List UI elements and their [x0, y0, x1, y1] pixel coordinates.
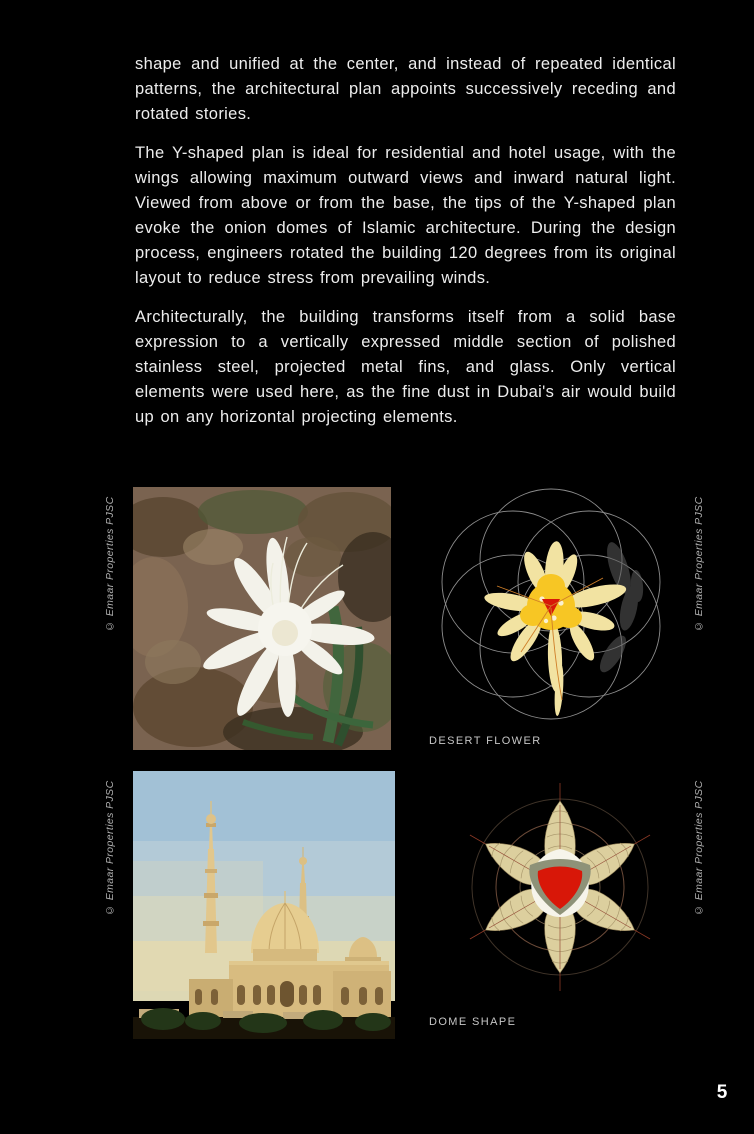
- paragraph-1: shape and unified at the center, and instead of repeated identical patterns, the architectural plan appoints successively receding and rotated stories.: [135, 55, 676, 123]
- article-text: [135, 52, 676, 444]
- credit-desert-flower-diagram: © Emaar Properties PJSC: [693, 496, 705, 632]
- desert-flower-photo: [133, 487, 391, 750]
- desert-flower-photo-image: [133, 487, 391, 750]
- credit-desert-flower-photo: © Emaar Properties PJSC: [104, 496, 116, 632]
- desert-flower-diagram: [423, 486, 675, 736]
- credit-mosque-photo: © Emaar Properties PJSC: [104, 780, 116, 916]
- paragraph-3: Architecturally, the building transforms itself from a solid base expression to a vertically expressed middle section of polished stainless steel, projected metal fins, and glass. Only vertical elements were used here, as the fine dust in Dubai's air would build up on any horizontal projecting elements.: [135, 308, 676, 426]
- dome-shape-diagram: [425, 765, 690, 1017]
- mosque-photo-image: [133, 771, 395, 1039]
- dome-shape-diagram-image: [425, 765, 690, 1017]
- desert-flower-diagram-image: [423, 486, 675, 736]
- caption-dome-shape: DOME SHAPE: [429, 1016, 517, 1028]
- paragraph-2: The Y-shaped plan is ideal for residential and hotel usage, with the wings allowing maximum outward views and inward natural light. Viewed from above or from the base, the tips of the Y-shaped plan evoke the onion domes of Islamic architecture. During the design process, engineers rotated the building 120 degrees from its original layout to reduce stress from prevailing winds.: [135, 144, 676, 287]
- mosque-photo: [133, 771, 395, 1039]
- page-number: 5: [716, 1082, 728, 1103]
- caption-desert-flower: DESERT FLOWER: [429, 735, 542, 747]
- credit-dome-shape-diagram: © Emaar Properties PJSC: [693, 780, 705, 916]
